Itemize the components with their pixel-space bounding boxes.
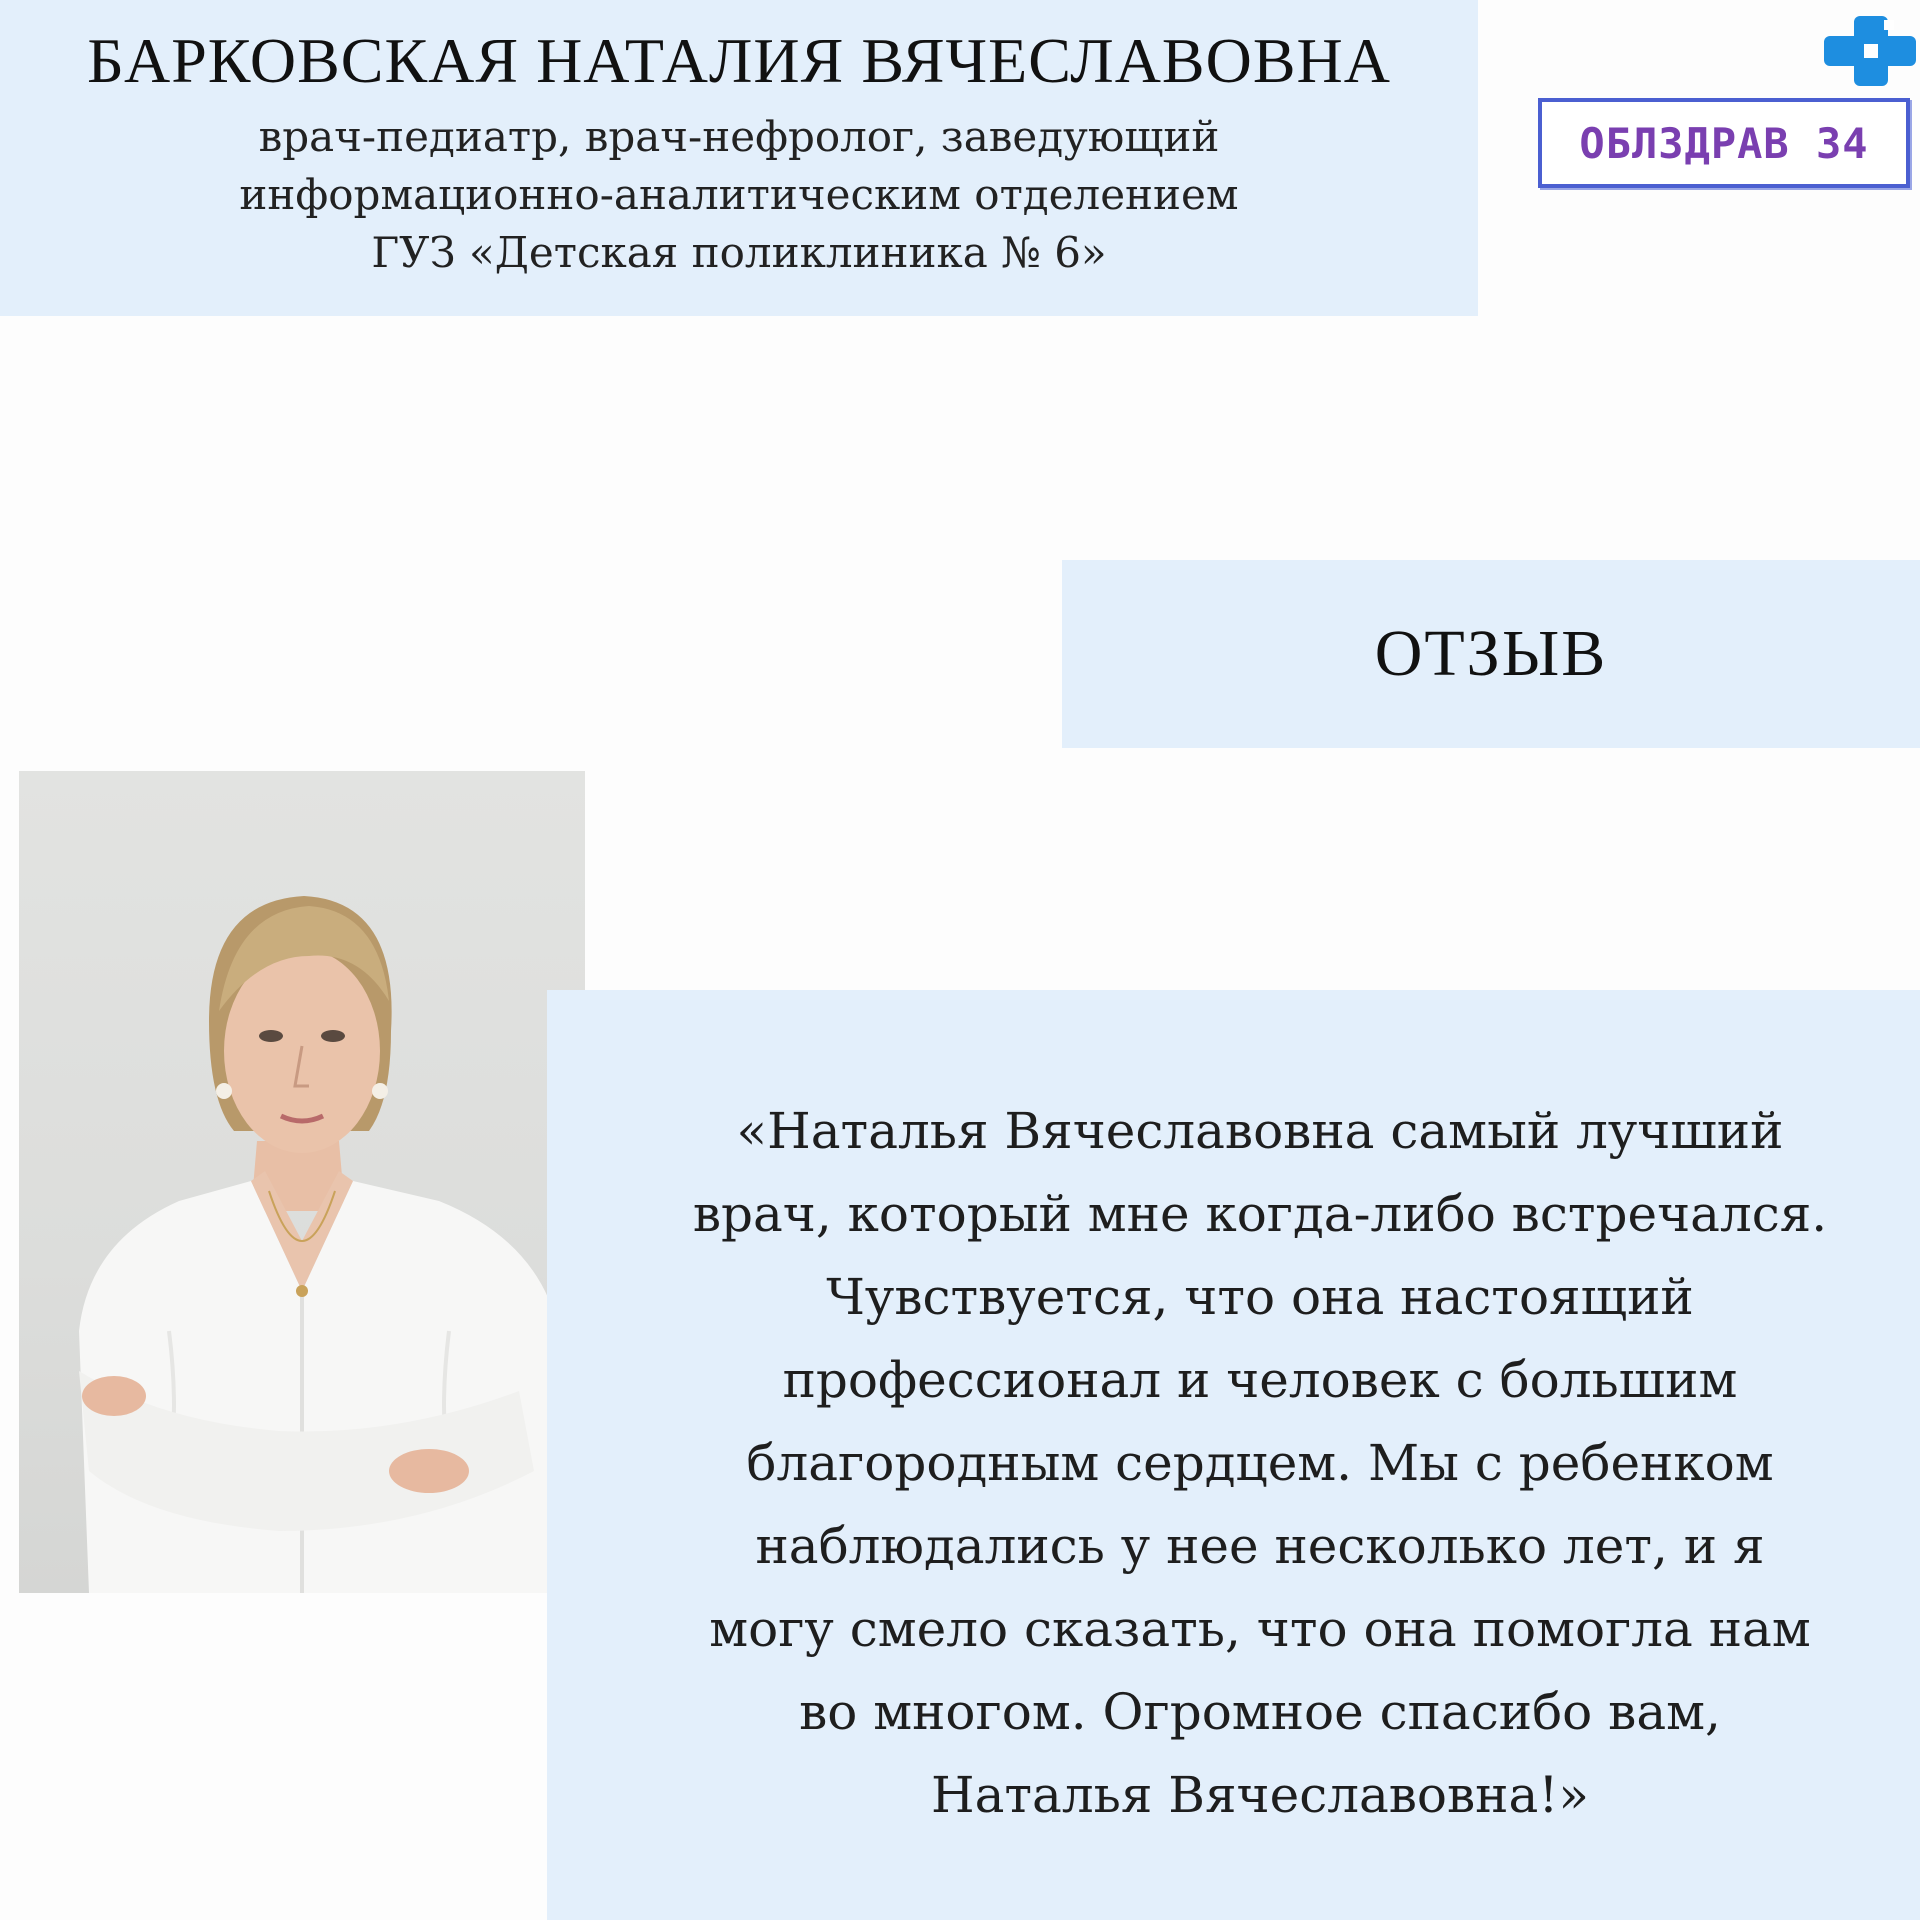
- quote-line: Наталья Вячеславовна!»: [930, 1766, 1590, 1824]
- quote-line: могу смело сказать, что она помогла нам: [709, 1600, 1811, 1658]
- review-title: ОТЗЫВ: [1374, 617, 1608, 690]
- quote-line: наблюдались у нее несколько лет, и я: [755, 1517, 1765, 1575]
- quote-line: врач, который мне когда-либо встречался.: [692, 1185, 1828, 1243]
- quote-line: профессионал и человек с большим: [782, 1351, 1738, 1409]
- logo-text: ОБЛЗДРАВ 34: [1579, 118, 1869, 168]
- doctor-position: [0, 108, 1478, 282]
- review-quote: [620, 1090, 1900, 1837]
- quote-line: благородным сердцем. Мы с ребенком: [746, 1434, 1774, 1492]
- doctor-name: БАРКОВСКАЯ НАТАЛИЯ ВЯЧЕСЛАВОВНА: [87, 25, 1391, 96]
- logo-frame: [1538, 98, 1910, 188]
- position-line: информационно-аналитическим отделением: [239, 170, 1239, 219]
- doctor-photo: [19, 771, 585, 1593]
- position-line: врач-педиатр, врач-нефролог, заведующий: [258, 112, 1220, 161]
- medical-cross-icon: [1824, 16, 1916, 86]
- quote-line: Чувствуется, что она настоящий: [826, 1268, 1694, 1326]
- doctor-portrait-illustration: [19, 771, 585, 1593]
- position-line: ГУЗ «Детская поликлиника № 6»: [371, 228, 1107, 277]
- quote-line: во многом. Огромное спасибо вам,: [799, 1683, 1721, 1741]
- quote-line: «Наталья Вячеславовна самый лучший: [736, 1102, 1784, 1160]
